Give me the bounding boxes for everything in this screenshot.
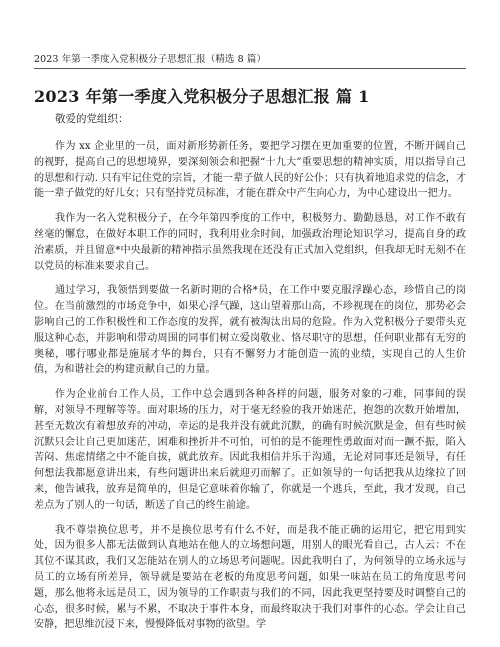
paragraph: 我作为一名入党积极分子，在今年第四季度的工作中，积极努力、勤勤恳恳，对工作不敢有丝毫的懈怠，在做好本职工作的同时，我利用业余时间，加强政治理论知识学习，提高自身的政治素质，并且留意*中央最新的精神指示虽然我现在还没有正式加入党组织，但我却无时无刻不在以党员的标准来要求自己。: [34, 213, 466, 272]
document-body: [34, 111, 466, 642]
paragraph: 作为 xx 企业里的一员，面对新形势新任务，要把学习摆在更加重要的位置，不断开阔自己的视野，提高自己的思想境界，要深刻领会和把握“十九大”重要思想的精神实质，用以指导自己的思想和行动. 只有牢记住党的宗旨，才能一辈子做人民的好公仆；只有执着地追求党的信念，才能一辈子做党的好儿女；只有坚持党员标准，才能在群众中产生向心力，为中心建设出一把力。: [34, 141, 466, 200]
paragraph: 作为企业前台工作人员，工作中总会遇到各种各样的问题，服务对象的刁难，同事间的误解，对领导不理解等等。面对职场的压力，对于毫无经验的我开始迷茫，抱怨的次数开始增加，甚至无数次有着想放弃的冲动，幸运的是我并没有就此沉默，的确有时候沉默是金，但有些时候沉默只会让自己更加迷茫，困难和挫折并不可怕，可怕的是不能理性勇敢面对而一蹶不振，陷入苦闷、焦虑情绪之中不能自拔，就此放弃。因此我相信并乐于沟通，无论对同事还是领导，有任何想法我都愿意讲出来，有些问题讲出来后就迎刃而解了。正如领导的一句话把我从边缘拉了回来，他告诫我，放弃是简单的，但是它意味着你输了，你就是一个逃兵，至此，我才发现，自己差点为了别人的一句话，断送了自己的终生前途。: [34, 389, 466, 511]
header-divider: [34, 68, 466, 69]
salutation: 敬爱的党组织：: [55, 113, 129, 125]
running-header: 2023 年第一季度入党积极分子思想汇报（精选 8 篇）: [34, 54, 267, 65]
paragraph: 通过学习，我领悟到要做一名新时期的合格*员，在工作中要克服浮躁心态，珍惜自己的岗位。在当前激烈的市场竞争中，如果心浮气躁，这山望着那山高，不珍视现在的岗位，那势必会影响自己的工作积极性和工作态度的发挥，就有被淘汰出局的危险。作为入党积极分子要带头克服这种心态，并影响和带动周围的同事们树立爱岗敬业、恪尽职守的思想，任何职业都有无穷的奥秘，哪行哪业都是施展才华的舞台，只有不懈努力才能创造一流的业绩，实现自己的人生价值，为和谐社会的构建贡献自己的力量。: [34, 285, 466, 376]
document-title: 2023 年第一季度入党积极分子思想汇报 篇 1: [34, 87, 370, 106]
paragraph: 我不尊崇换位思考，并不是换位思考有什么不好，而是我不能正确的运用它，把它用到实处，因为很多人都无法做到认真地站在他人的立场想问题，用别人的眼光看自己，古人云：不在其位不谋其政，我们又怎能站在别人的立场思考问题呢。因此我明白了，为何领导的立场永远与员工的立场有所差异，领导就是要站在老板的角度思考问题，如果一味站在员工的角度思考问题，那么他将永远是员工，因为领导的工作职责与我们的不同，因此我更坚持要及时调整自己的心态，很多时候，累与不累，不取决于事件本身，而最终取决于我们对事件的心态。学会让自己安静，把思维沉浸下来，慢慢降低对事物的欲望。学: [34, 524, 466, 631]
